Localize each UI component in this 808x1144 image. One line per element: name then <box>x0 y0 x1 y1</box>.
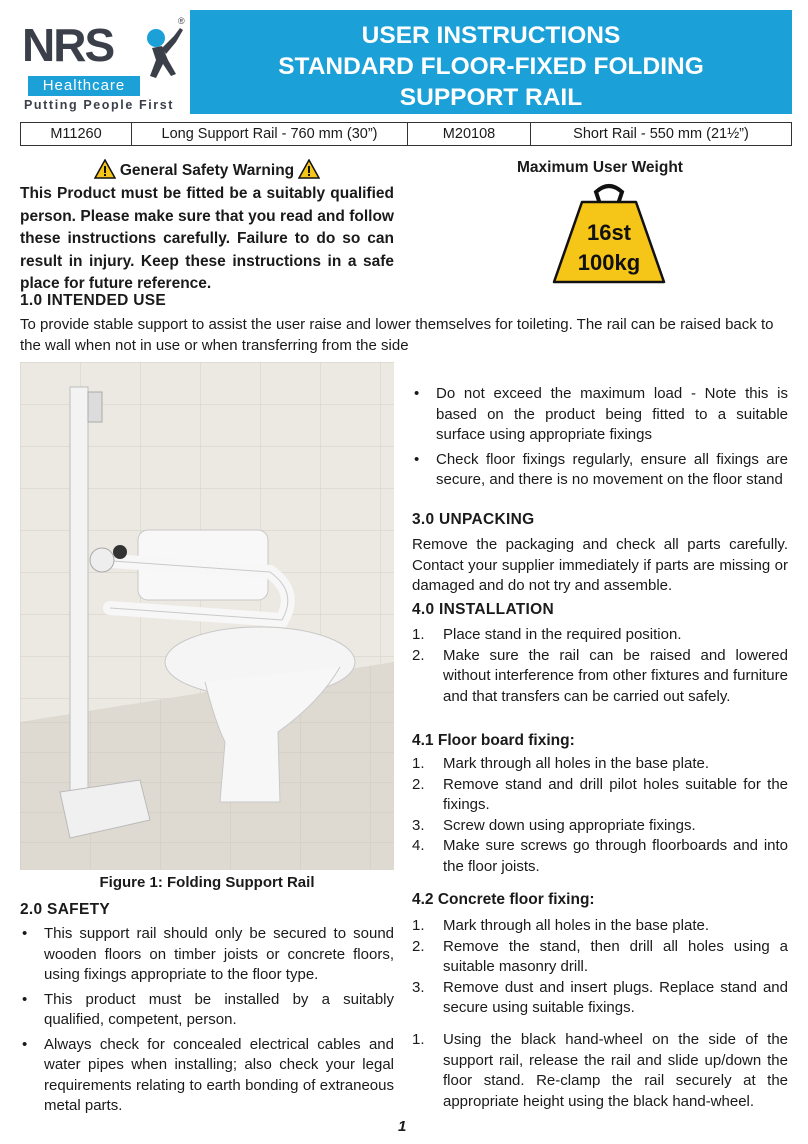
title-line-2: STANDARD FLOOR-FIXED FOLDING <box>278 53 704 80</box>
subsection-heading: 4.1 Floor board fixing: <box>412 732 575 749</box>
section-text: Remove the packaging and check all parts carefully. Contact your supplier immediately if parts are missing or damaged and do not try and assemble. <box>412 536 788 594</box>
warning-icon <box>94 159 116 179</box>
figure-caption: Figure 1: Folding Support Rail <box>99 874 315 891</box>
floorboard-list <box>412 754 788 877</box>
weight-icon <box>552 182 666 286</box>
list-item: 3. Remove dust and insert plugs. Replace stand and secure using suitable fixings. <box>412 978 788 1016</box>
product-desc: Long Support Rail - 760 mm (30”) <box>132 123 408 146</box>
list-item: 4. Make sure screws go through floorboards and into the floor joists. <box>412 837 788 875</box>
title-banner <box>190 10 792 114</box>
list-item: 1. Mark through all holes in the base plate. <box>412 917 709 934</box>
safety-warning-label: General Safety Warning <box>119 162 295 179</box>
brand-logo <box>18 12 186 116</box>
title-line-1: USER INSTRUCTIONS <box>361 22 621 49</box>
person-icon <box>138 12 186 82</box>
registered-mark: ® <box>178 16 185 26</box>
section-heading: 3.0 UNPACKING <box>412 511 535 528</box>
list-item: 1. Mark through all holes in the base plate. <box>412 755 709 772</box>
warning-icon <box>298 159 320 179</box>
list-item: • Always check for concealed electrical cables and water pipes when installing; also check your legal requirements relating to earth bonding of extraneous metal parts. <box>20 1035 394 1117</box>
list-item: 1. Place stand in the required position. <box>412 626 682 643</box>
logo-brand: NRS <box>22 19 114 71</box>
product-code: M11260 <box>21 123 132 146</box>
safety-list-continued <box>412 384 788 495</box>
product-desc: Short Rail - 550 mm (21½”) <box>531 123 792 146</box>
section-text: To provide stable support to assist the user raise and lower themselves for toileting. The rail can be raised back to the wall when not in use or when transferring from the side <box>20 316 774 354</box>
list-item: 2. Make sure the rail can be raised and lowered without interference from other fixtures and furniture and that transfers can be carried out safely. <box>412 646 788 705</box>
max-weight-title: Maximum User Weight <box>517 159 683 176</box>
list-item: • Check floor fixings regularly, ensure all fixings are secure, and there is no movement on the floor stand <box>412 450 788 491</box>
table-row <box>21 123 792 146</box>
product-code: M20108 <box>408 123 531 146</box>
page-number: 1 <box>398 1118 407 1135</box>
section-heading: 2.0 SAFETY <box>20 901 110 918</box>
safety-list <box>20 924 394 1121</box>
product-table <box>20 122 792 146</box>
list-item: • This product must be installed by a suitably qualified, competent, person. <box>20 990 394 1031</box>
list-item: 3. Screw down using appropriate fixings. <box>412 816 696 834</box>
installation-list <box>412 625 788 707</box>
weight-stone: 16st <box>586 220 632 245</box>
list-item: 2. Remove the stand, then drill all holes using a suitable masonry drill. <box>412 937 788 975</box>
logo-tagline: Putting People First <box>24 98 175 112</box>
title-line-3: SUPPORT RAIL <box>399 84 583 111</box>
logo-subtitle: Healthcare <box>28 76 140 96</box>
section-heading: 1.0 INTENDED USE <box>20 292 167 309</box>
weight-kg: 100kg <box>577 250 641 275</box>
concrete-list <box>412 916 788 1019</box>
adjustment-list <box>412 1030 788 1112</box>
list-item: 1. Using the black hand-wheel on the side of the support rail, release the rail and slide up/down the floor stand. Re-clamp the rail securely at the appropriate height using the black hand-wheel. <box>412 1031 788 1110</box>
safety-warning-text: This Product must be fitted be a suitably qualified person. Please make sure that you read and follow these instructions carefully. Failure to do so can result in injury. Keep these instructions in a safe place for future reference. <box>20 185 394 292</box>
safety-warning-title <box>20 159 394 180</box>
product-photo <box>20 362 394 870</box>
subsection-heading: 4.2 Concrete floor fixing: <box>412 891 595 908</box>
list-item: 2. Remove stand and drill pilot holes suitable for the fixings. <box>412 775 788 813</box>
section-heading: 4.0 INSTALLATION <box>412 601 555 618</box>
list-item: • Do not exceed the maximum load - Note this is based on the product being fitted to a suitable surface using appropriate fixings <box>412 384 788 446</box>
list-item: • This support rail should only be secured to sound wooden floors on timber joists or concrete floors, using fixings appropriate to the floor type. <box>20 924 394 986</box>
